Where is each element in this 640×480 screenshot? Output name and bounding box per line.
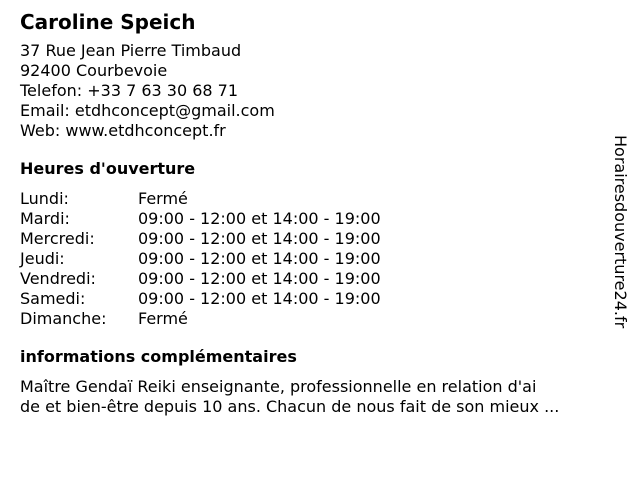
business-card: [20, 10, 610, 417]
time-value: 09:00 - 12:00 et 14:00 - 19:00: [138, 249, 381, 268]
business-name: Caroline Speich: [20, 10, 196, 34]
info-line: de et bien-être depuis 10 ans. Chacun de nous fait de son mieux ...: [20, 397, 560, 416]
day-label: Mardi:: [20, 209, 70, 228]
website: Web: www.etdhconcept.fr: [20, 121, 226, 140]
day-label: Dimanche:: [20, 309, 107, 328]
time-value: Fermé: [138, 309, 188, 328]
hours-row-friday: [20, 269, 610, 289]
time-value: 09:00 - 12:00 et 14:00 - 19:00: [138, 229, 381, 248]
email-address: Email: etdhconcept@gmail.com: [20, 101, 275, 120]
time-value: 09:00 - 12:00 et 14:00 - 19:00: [138, 289, 381, 308]
info-heading: informations complémentaires: [20, 347, 297, 366]
info-line: Maître Gendaï Reiki enseignante, professionnelle en relation d'ai: [20, 377, 537, 396]
city-address: 92400 Courbevoie: [20, 61, 168, 80]
address-block: [20, 41, 610, 141]
time-value: 09:00 - 12:00 et 14:00 - 19:00: [138, 269, 381, 288]
opening-hours-list: [20, 189, 610, 329]
day-label: Lundi:: [20, 189, 69, 208]
hours-row-thursday: [20, 249, 610, 269]
day-label: Jeudi:: [20, 249, 65, 268]
day-label: Samedi:: [20, 289, 86, 308]
watermark-text: Horairesdouverture24.fr: [611, 135, 630, 329]
phone-number: Telefon: +33 7 63 30 68 71: [20, 81, 239, 100]
hours-row-sunday: [20, 309, 610, 329]
hours-row-saturday: [20, 289, 610, 309]
street-address: 37 Rue Jean Pierre Timbaud: [20, 41, 242, 60]
hours-heading: Heures d'ouverture: [20, 159, 196, 178]
hours-row-tuesday: [20, 209, 610, 229]
hours-row-wednesday: [20, 229, 610, 249]
day-label: Vendredi:: [20, 269, 96, 288]
info-description: [20, 377, 610, 417]
hours-row-monday: [20, 189, 610, 209]
time-value: Fermé: [138, 189, 188, 208]
day-label: Mercredi:: [20, 229, 95, 248]
time-value: 09:00 - 12:00 et 14:00 - 19:00: [138, 209, 381, 228]
